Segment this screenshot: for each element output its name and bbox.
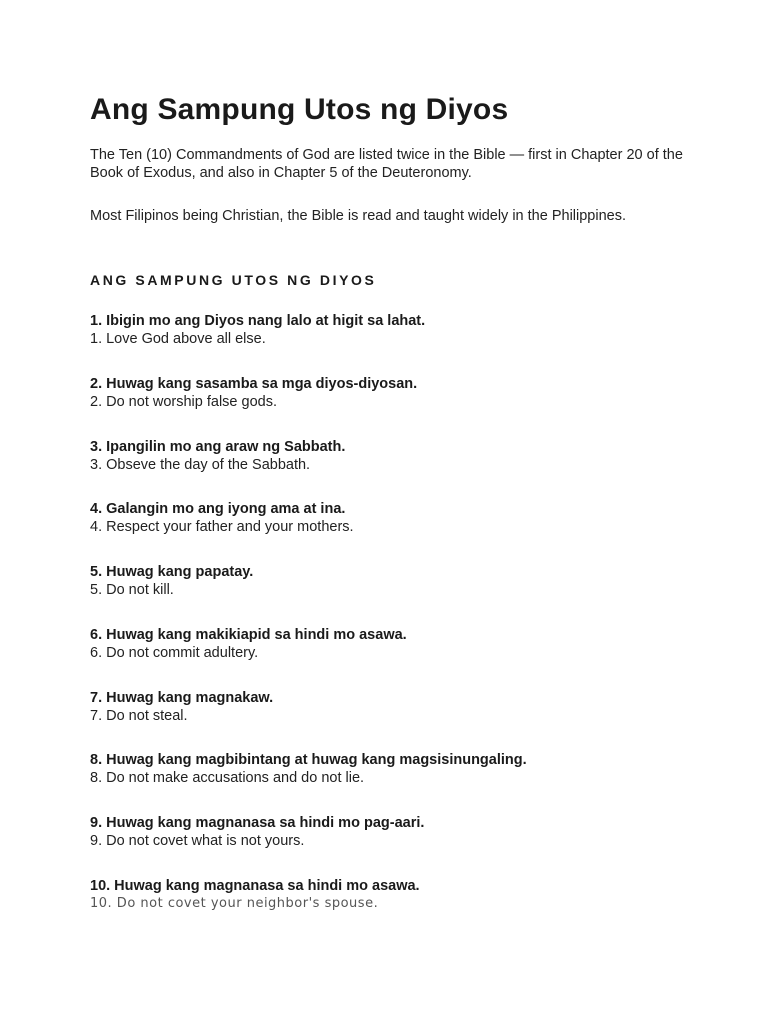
commandment-english: 7. Do not steal. xyxy=(90,708,188,724)
commandment-9 xyxy=(90,814,710,850)
commandment-4 xyxy=(90,500,710,536)
commandment-2 xyxy=(90,375,710,411)
commandment-tagalog: 7. Huwag kang magnakaw. xyxy=(90,690,274,706)
intro-paragraph-2: Most Filipinos being Christian, the Bible is read and taught widely in the Philippines. xyxy=(90,208,626,224)
commandment-english: 2. Do not worship false gods. xyxy=(90,394,277,410)
commandment-8 xyxy=(90,751,710,787)
intro-paragraph-1: The Ten (10) Commandments of God are listed twice in the Bible — first in Chapter 20 of the Book of Exodus, and also in Chapter 5 of the Deuteronomy. xyxy=(90,147,683,181)
commandment-english: 5. Do not kill. xyxy=(90,582,174,598)
commandment-3 xyxy=(90,438,710,474)
commandment-english: 3. Obseve the day of the Sabbath. xyxy=(90,457,311,473)
commandment-1 xyxy=(90,312,710,348)
commandment-tagalog: 3. Ipangilin mo ang araw ng Sabbath. xyxy=(90,439,346,455)
section-heading: ANG SAMPUNG UTOS NG DIYOS xyxy=(90,272,377,288)
commandment-english: 9. Do not covet what is not yours. xyxy=(90,833,305,849)
commandment-tagalog: 10. Huwag kang magnanasa sa hindi mo asawa. xyxy=(90,878,420,894)
commandment-english: 10. Do not covet your neighbor's spouse. xyxy=(90,896,379,911)
commandment-tagalog: 5. Huwag kang papatay. xyxy=(90,564,254,580)
commandment-english: 6. Do not commit adultery. xyxy=(90,645,259,661)
commandment-tagalog: 4. Galangin mo ang iyong ama at ina. xyxy=(90,501,346,517)
commandment-tagalog: 6. Huwag kang makikiapid sa hindi mo asawa. xyxy=(90,627,407,643)
commandment-english: 4. Respect your father and your mothers. xyxy=(90,519,354,535)
commandment-tagalog: 1. Ibigin mo ang Diyos nang lalo at higit sa lahat. xyxy=(90,313,426,329)
commandment-english: 1. Love God above all else. xyxy=(90,331,266,347)
commandment-7 xyxy=(90,689,710,725)
commandment-english: 8. Do not make accusations and do not lie. xyxy=(90,770,365,786)
commandment-5 xyxy=(90,563,710,599)
commandment-6 xyxy=(90,626,710,662)
commandment-10 xyxy=(90,877,710,913)
commandment-tagalog: 2. Huwag kang sasamba sa mga diyos-diyosan. xyxy=(90,376,418,392)
page-title: Ang Sampung Utos ng Diyos xyxy=(90,93,509,126)
commandment-tagalog: 9. Huwag kang magnanasa sa hindi mo pag-aari. xyxy=(90,815,425,831)
commandment-tagalog: 8. Huwag kang magbibintang at huwag kang magsisinungaling. xyxy=(90,752,527,768)
